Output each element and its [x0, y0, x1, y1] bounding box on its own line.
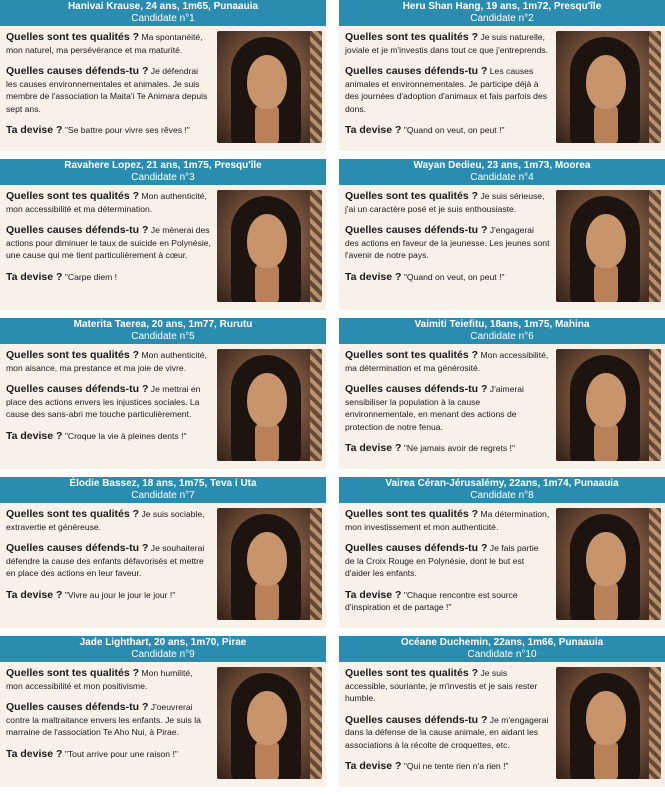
qualites-block	[6, 508, 211, 533]
candidate-card-7	[0, 477, 326, 628]
photo-face	[586, 55, 626, 109]
qualites-question: Quelles sont tes qualités ?	[345, 31, 479, 43]
tapa-pattern	[310, 190, 322, 302]
devise-label: Ta devise ?	[345, 124, 402, 136]
candidate-number: Candidate n°6	[470, 331, 534, 342]
photo-neck	[594, 582, 618, 620]
devise-block	[345, 124, 550, 137]
qualites-answer: Mon authenticité, mon aisance, ma prestance et ma joie de vivre.	[6, 350, 207, 373]
causes-block	[345, 224, 550, 262]
candidate-number: Candidate n°10	[467, 649, 537, 660]
qualites-answer: Je suis accessible, souriante, je m'investis et je sais rester humble.	[345, 668, 538, 703]
candidate-photo	[217, 190, 322, 302]
causes-question: Quelles causes défends-tu ?	[6, 542, 149, 554]
tapa-pattern	[649, 31, 661, 143]
causes-question: Quelles causes défends-tu ?	[345, 65, 488, 77]
card-text	[6, 31, 217, 147]
devise-label: Ta devise ?	[345, 588, 402, 601]
devise-block	[345, 589, 550, 614]
causes-block	[345, 65, 550, 115]
card-body	[339, 344, 665, 469]
devise-text: "Tout arrive pour une raison !"	[64, 748, 178, 759]
candidate-photo	[556, 667, 661, 779]
card-body	[0, 26, 326, 151]
causes-answer: Je souhaiterai défendre la cause des enfants défavorisés et mettre en place des actions en leur faveur.	[6, 543, 205, 578]
causes-answer: J'engagerai des actions en faveur de la jeunesse. Les jeunes sont l'avenir de notre pays.	[345, 225, 550, 260]
photo-face	[247, 373, 287, 427]
causes-answer: Je mettrai en place des actions envers les injustices sociales. La cause des sans-abri me touche particulièrement.	[6, 384, 201, 419]
photo-face	[586, 532, 626, 586]
causes-question: Quelles causes défends-tu ?	[345, 713, 488, 726]
candidate-card-5	[0, 318, 326, 469]
qualites-block	[6, 667, 211, 692]
photo-face	[247, 55, 287, 109]
devise-text: "Ne jamais avoir de regrets !"	[403, 443, 515, 453]
candidate-number: Candidate n°8	[470, 490, 534, 501]
devise-text: "Croque la vie à pleines dents !"	[64, 430, 187, 441]
card-header	[339, 636, 665, 662]
devise-label: Ta devise ?	[345, 760, 402, 772]
qualites-answer: Ma détermination, mon investissement et mon authenticité.	[345, 509, 550, 532]
qualites-block	[6, 349, 211, 374]
devise-label: Ta devise ?	[6, 747, 63, 760]
devise-block	[345, 760, 550, 773]
qualites-answer: Ma spontanéité, mon naturel, ma persévérance et ma maturité.	[6, 32, 203, 55]
qualites-question: Quelles sont tes qualités ?	[345, 349, 479, 361]
causes-answer: Je défendrai les causes environnementales et animales. Je suis membre de l'association la Maita'i Te Animara depuis sept ans.	[6, 66, 208, 114]
candidate-card-10	[339, 636, 665, 787]
candidate-photo	[556, 31, 661, 143]
causes-block	[6, 383, 211, 421]
qualites-answer: Mon humilité, mon accessibilité et mon positivisme.	[6, 668, 193, 691]
qualites-question: Quelles sont tes qualités ?	[6, 508, 140, 520]
card-header	[0, 318, 326, 344]
qualites-block	[6, 31, 211, 56]
card-text	[345, 667, 556, 783]
qualites-question: Quelles sont tes qualités ?	[6, 190, 140, 202]
candidate-number: Candidate n°7	[131, 490, 195, 501]
causes-block	[345, 542, 550, 580]
devise-block	[6, 124, 211, 137]
card-text	[345, 508, 556, 624]
devise-label: Ta devise ?	[6, 124, 63, 136]
causes-question: Quelles causes défends-tu ?	[6, 701, 149, 713]
card-header	[0, 477, 326, 503]
photo-face	[247, 691, 287, 745]
devise-label: Ta devise ?	[6, 429, 63, 442]
tapa-pattern	[649, 349, 661, 461]
candidate-photo	[217, 667, 322, 779]
causes-question: Quelles causes défends-tu ?	[6, 65, 149, 77]
card-body	[339, 662, 665, 787]
card-body	[339, 26, 665, 151]
qualites-answer: Mon accessibilité, ma détermination et ma générosité.	[345, 350, 549, 373]
candidate-photo	[217, 508, 322, 620]
qualites-answer: Mon authenticité, mon accessibilité et ma détermination.	[6, 191, 207, 214]
devise-block	[6, 748, 211, 761]
causes-block	[6, 542, 211, 580]
card-header	[0, 159, 326, 185]
causes-answer: J'aimerai sensibiliser la population à la cause environnementale, en menant des actions de protection de notre fenua.	[345, 384, 524, 432]
qualites-question: Quelles sont tes qualités ?	[345, 190, 479, 202]
devise-block	[6, 271, 211, 284]
qualites-answer: Je suis sérieuse, j'ai un caractère posé et je suis enthousiaste.	[345, 191, 545, 214]
photo-neck	[255, 105, 279, 143]
tapa-pattern	[310, 31, 322, 143]
causes-question: Quelles causes défends-tu ?	[345, 383, 488, 395]
causes-answer: Je mènerai des actions pour diminuer le taux de suicide en Polynésie, une cause qui me tient particulièrement à cœur.	[6, 225, 211, 260]
devise-label: Ta devise ?	[6, 270, 63, 283]
tapa-pattern	[649, 190, 661, 302]
qualites-block	[345, 508, 550, 533]
card-text	[6, 190, 217, 306]
candidate-number: Candidate n°3	[131, 172, 195, 183]
causes-block	[6, 701, 211, 739]
card-body	[0, 662, 326, 787]
devise-block	[345, 442, 550, 455]
candidate-card-9	[0, 636, 326, 787]
causes-question: Quelles causes défends-tu ?	[345, 224, 488, 236]
photo-neck	[594, 264, 618, 302]
candidate-name: Ravahere Lopez, 21 ans, 1m75, Presqu'île	[64, 160, 262, 171]
photo-neck	[594, 741, 618, 779]
tapa-pattern	[310, 508, 322, 620]
photo-neck	[594, 423, 618, 461]
devise-label: Ta devise ?	[6, 588, 63, 601]
devise-label: Ta devise ?	[345, 270, 402, 283]
candidate-photo	[556, 508, 661, 620]
qualites-block	[6, 190, 211, 215]
causes-block	[6, 224, 211, 262]
causes-question: Quelles causes défends-tu ?	[6, 224, 149, 236]
card-body	[339, 185, 665, 310]
causes-question: Quelles causes défends-tu ?	[345, 542, 488, 554]
card-text	[6, 349, 217, 465]
causes-question: Quelles causes défends-tu ?	[6, 383, 149, 395]
candidate-name: Hanivai Krause, 24 ans, 1m65, Punaauia	[67, 1, 259, 12]
causes-block	[6, 65, 211, 115]
devise-label: Ta devise ?	[345, 442, 402, 454]
devise-block	[345, 271, 550, 284]
tapa-pattern	[649, 667, 661, 779]
devise-text: "Quand on veut, on peut !"	[403, 125, 505, 135]
candidate-name: Élodie Bassez, 18 ans, 1m75, Teva i Uta	[69, 478, 257, 489]
qualites-block	[345, 667, 550, 705]
qualites-block	[345, 190, 550, 215]
photo-face	[247, 532, 287, 586]
qualites-question: Quelles sont tes qualités ?	[345, 667, 479, 679]
devise-text: "Chaque rencontre est source d'inspiration et de partage !"	[345, 589, 518, 612]
candidate-card-3	[0, 159, 326, 310]
card-header	[339, 477, 665, 503]
card-body	[0, 344, 326, 469]
candidate-name: Materita Taerea, 20 ans, 1m77, Rurutu	[73, 319, 253, 330]
card-text	[345, 31, 556, 147]
tapa-pattern	[310, 667, 322, 779]
candidate-photo	[217, 349, 322, 461]
card-header	[339, 318, 665, 344]
qualites-question: Quelles sont tes qualités ?	[6, 667, 140, 679]
devise-text: "Quand on veut, on peut !"	[403, 271, 505, 282]
candidate-name: Wayan Dedieu, 23 ans, 1m73, Moorea	[413, 160, 591, 171]
tapa-pattern	[649, 508, 661, 620]
qualites-block	[345, 31, 550, 56]
photo-neck	[255, 423, 279, 461]
photo-neck	[255, 582, 279, 620]
photo-neck	[255, 741, 279, 779]
card-text	[6, 667, 217, 783]
candidate-number: Candidate n°2	[470, 13, 534, 24]
devise-text: "Se battre pour vivre ses rêves !"	[64, 125, 190, 135]
candidate-name: Jade Lighthart, 20 ans, 1m70, Pirae	[79, 637, 247, 648]
devise-text: "Qui ne tente rien n'a rien !"	[403, 761, 509, 771]
candidate-name: Océane Duchemin, 22ans, 1m66, Punaauia	[400, 637, 604, 648]
candidate-card-2	[339, 0, 665, 151]
photo-neck	[594, 105, 618, 143]
candidate-name: Vaimiti Teiefitu, 18ans, 1m75, Mahina	[414, 319, 590, 330]
devise-text: "Vivre au jour le jour le jour !"	[64, 589, 176, 600]
qualites-question: Quelles sont tes qualités ?	[345, 508, 479, 520]
photo-face	[586, 373, 626, 427]
qualites-answer: Je suis sociable, extravertie et généreuse.	[6, 509, 205, 532]
photo-face	[247, 214, 287, 268]
candidate-name: Vairea Céran-Jérusalémy, 22ans, 1m74, Punaauia	[385, 478, 619, 489]
candidate-number: Candidate n°4	[470, 172, 534, 183]
candidate-number: Candidate n°1	[131, 13, 195, 24]
candidate-name: Heru Shan Hang, 19 ans, 1m72, Presqu'île	[402, 1, 602, 12]
candidate-card-6	[339, 318, 665, 469]
candidate-number: Candidate n°9	[131, 649, 195, 660]
card-text	[6, 508, 217, 624]
card-header	[339, 159, 665, 185]
card-header	[339, 0, 665, 26]
qualites-answer: Je suis naturelle, joviale et je m'investis dans tout ce que j'entreprends.	[345, 32, 548, 55]
causes-answer: Je m'engagerai dans la défense de la cause animale, en aidant les associations à la récolte de croquettes, etc.	[345, 714, 549, 750]
qualites-question: Quelles sont tes qualités ?	[6, 31, 140, 43]
causes-answer: Les causes animales et environnementales. Je participe déjà à des journées d'adoption d'animaux et fais parfois des dons.	[345, 66, 548, 114]
candidate-card-4	[339, 159, 665, 310]
candidate-photo	[556, 349, 661, 461]
qualites-question: Quelles sont tes qualités ?	[6, 349, 140, 361]
photo-face	[586, 691, 626, 745]
candidate-card-1	[0, 0, 326, 151]
causes-block	[345, 714, 550, 752]
causes-answer: J'oeuvrerai contre la maltraitance envers les enfants. Je suis la marraine de l'association Te Aho Nui, à Pirae.	[6, 702, 201, 737]
candidate-card-8	[339, 477, 665, 628]
causes-block	[345, 383, 550, 433]
card-text	[345, 349, 556, 465]
card-header	[0, 0, 326, 26]
card-text	[345, 190, 556, 306]
devise-text: "Carpe diem !	[64, 271, 118, 282]
candidate-number: Candidate n°5	[131, 331, 195, 342]
photo-face	[586, 214, 626, 268]
devise-block	[6, 430, 211, 443]
qualites-block	[345, 349, 550, 374]
candidate-photo	[556, 190, 661, 302]
tapa-pattern	[310, 349, 322, 461]
candidate-photo	[217, 31, 322, 143]
card-body	[0, 503, 326, 628]
card-body	[0, 185, 326, 310]
card-body	[339, 503, 665, 628]
photo-neck	[255, 264, 279, 302]
card-header	[0, 636, 326, 662]
causes-answer: Je fais partie de la Croix Rouge en Polynésie, dont le but est d'aider les enfants.	[345, 543, 539, 578]
devise-block	[6, 589, 211, 602]
